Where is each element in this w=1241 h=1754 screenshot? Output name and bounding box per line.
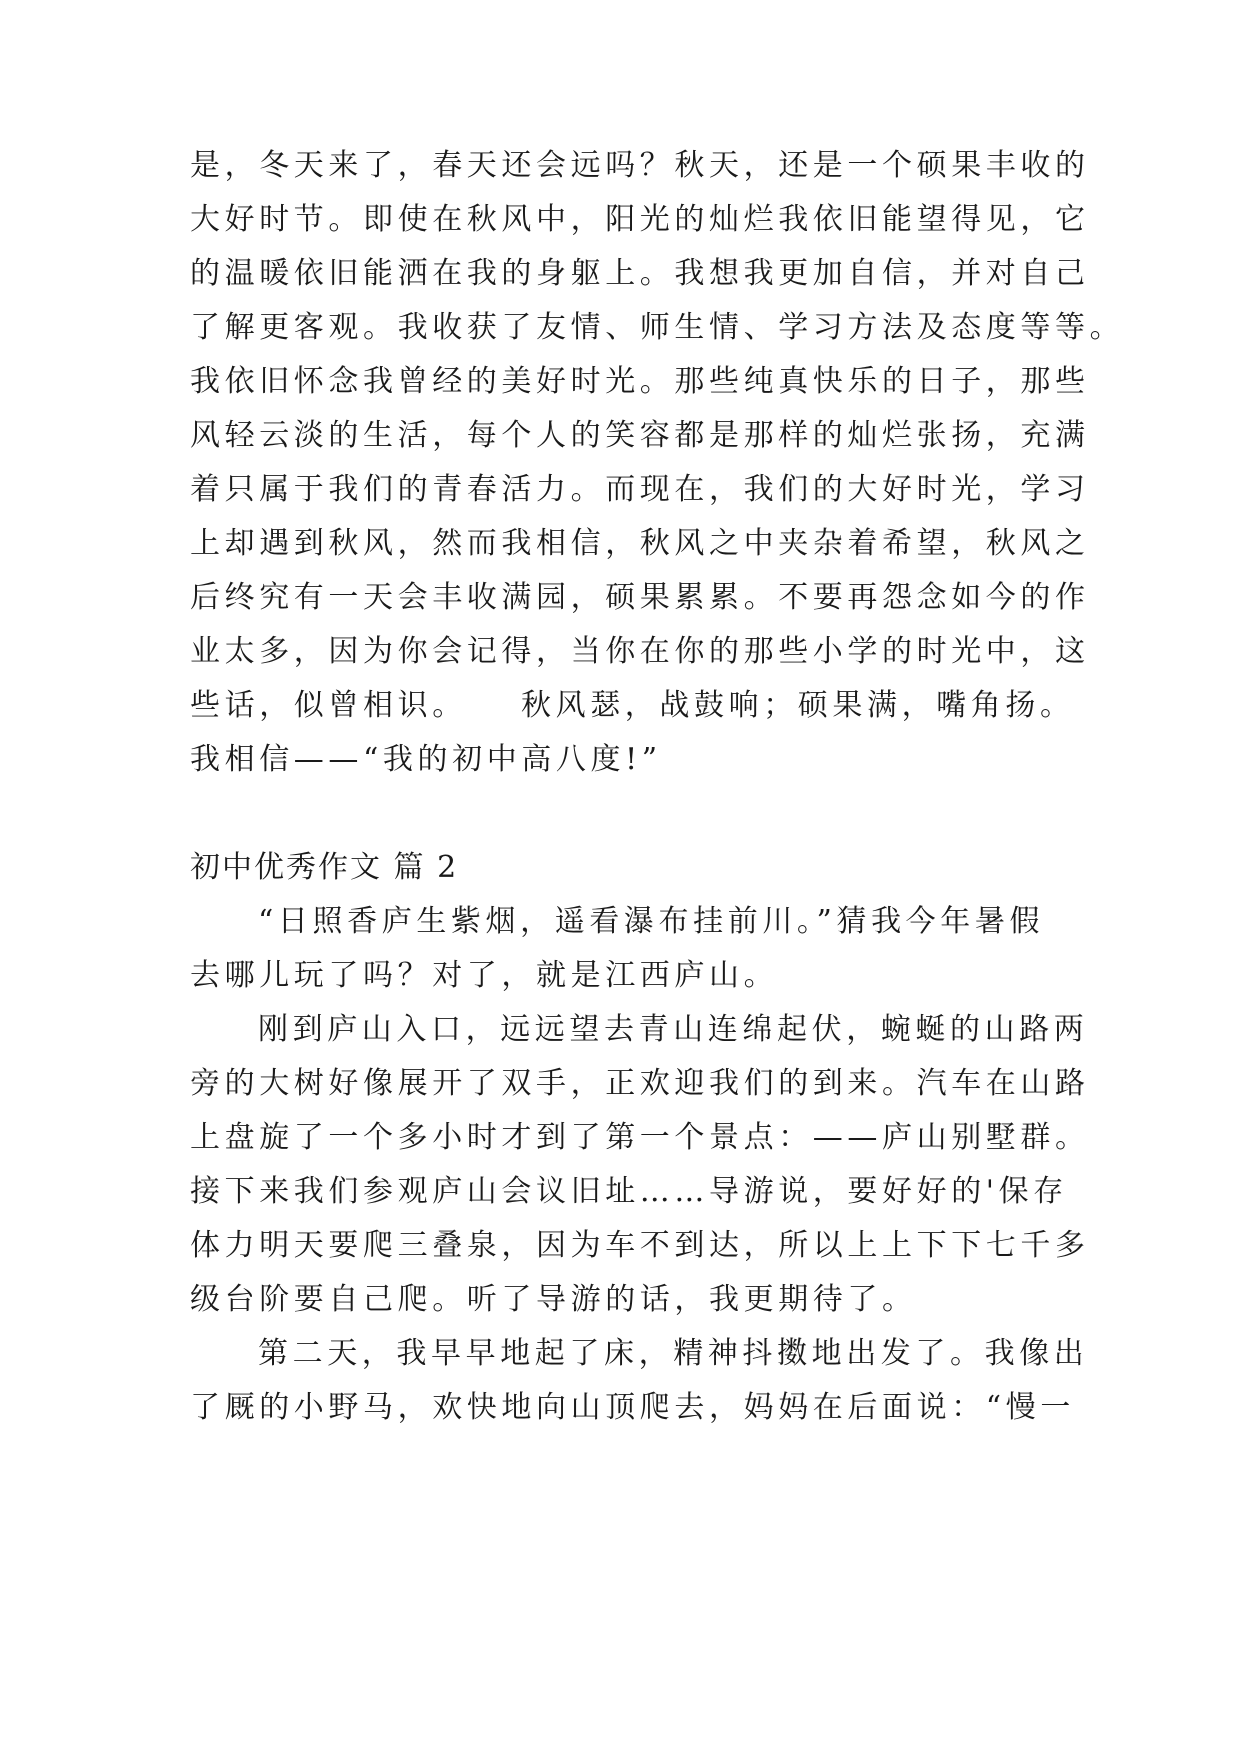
- paragraph-line: 风轻云淡的生活，每个人的笑容都是那样的灿烂张扬，充满: [190, 418, 1090, 453]
- paragraph-line: 大好时节。即使在秋风中，阳光的灿烂我依旧能望得见，它: [190, 202, 1090, 237]
- paragraph-line: 些话，似曾相识。 秋风瑟，战鼓响；硕果满，嘴角扬。: [190, 688, 1075, 723]
- paragraph-line: “日照香庐生紫烟，遥看瀑布挂前川。”猜我今年暑假: [258, 904, 1045, 939]
- paragraph-line: 级台阶要自己爬。听了导游的话，我更期待了。: [190, 1282, 917, 1317]
- paragraph-line: 接下来我们参观庐山会议旧址……导游说，要好好的'保存: [190, 1174, 1068, 1209]
- paragraph-line: 去哪儿玩了吗？对了，就是江西庐山。: [190, 958, 779, 993]
- paragraph-line: 第二天，我早早地起了床，精神抖擞地出发了。我像出: [258, 1336, 1089, 1371]
- paragraph-line: 我依旧怀念我曾经的美好时光。那些纯真快乐的日子，那些: [190, 364, 1090, 399]
- paragraph-line: 了厩的小野马，欢快地向山顶爬去，妈妈在后面说：“慢一: [190, 1390, 1075, 1425]
- paragraph-line: 着只属于我们的青春活力。而现在，我们的大好时光，学习: [190, 472, 1090, 507]
- paragraph-line: 业太多，因为你会记得，当你在你的那些小学的时光中，这: [190, 634, 1090, 669]
- paragraph-line: 我相信——“我的初中高八度!”: [190, 742, 662, 777]
- paragraph-line: 旁的大树好像展开了双手，正欢迎我们的到来。汽车在山路: [190, 1066, 1090, 1101]
- paragraph-line: 后终究有一天会丰收满园，硕果累累。不要再怨念如今的作: [190, 580, 1090, 615]
- paragraph-line: 了解更客观。我收获了友情、师生情、学习方法及态度等等。: [190, 310, 1125, 345]
- paragraph-line: 上盘旋了一个多小时才到了第一个景点：——庐山别墅群。: [190, 1120, 1090, 1155]
- paragraph-line: 的温暖依旧能洒在我的身躯上。我想我更加自信，并对自己: [190, 256, 1090, 291]
- paragraph-line: 体力明天要爬三叠泉，因为车不到达，所以上上下下七千多: [190, 1228, 1090, 1263]
- section-heading: 初中优秀作文 篇 2: [190, 850, 459, 885]
- paragraph-line: 上却遇到秋风，然而我相信，秋风之中夹杂着希望，秋风之: [190, 526, 1090, 561]
- paragraph-line: 是，冬天来了，春天还会远吗？秋天，还是一个硕果丰收的: [190, 148, 1090, 183]
- paragraph-line: 刚到庐山入口，远远望去青山连绵起伏，蜿蜒的山路两: [258, 1012, 1089, 1047]
